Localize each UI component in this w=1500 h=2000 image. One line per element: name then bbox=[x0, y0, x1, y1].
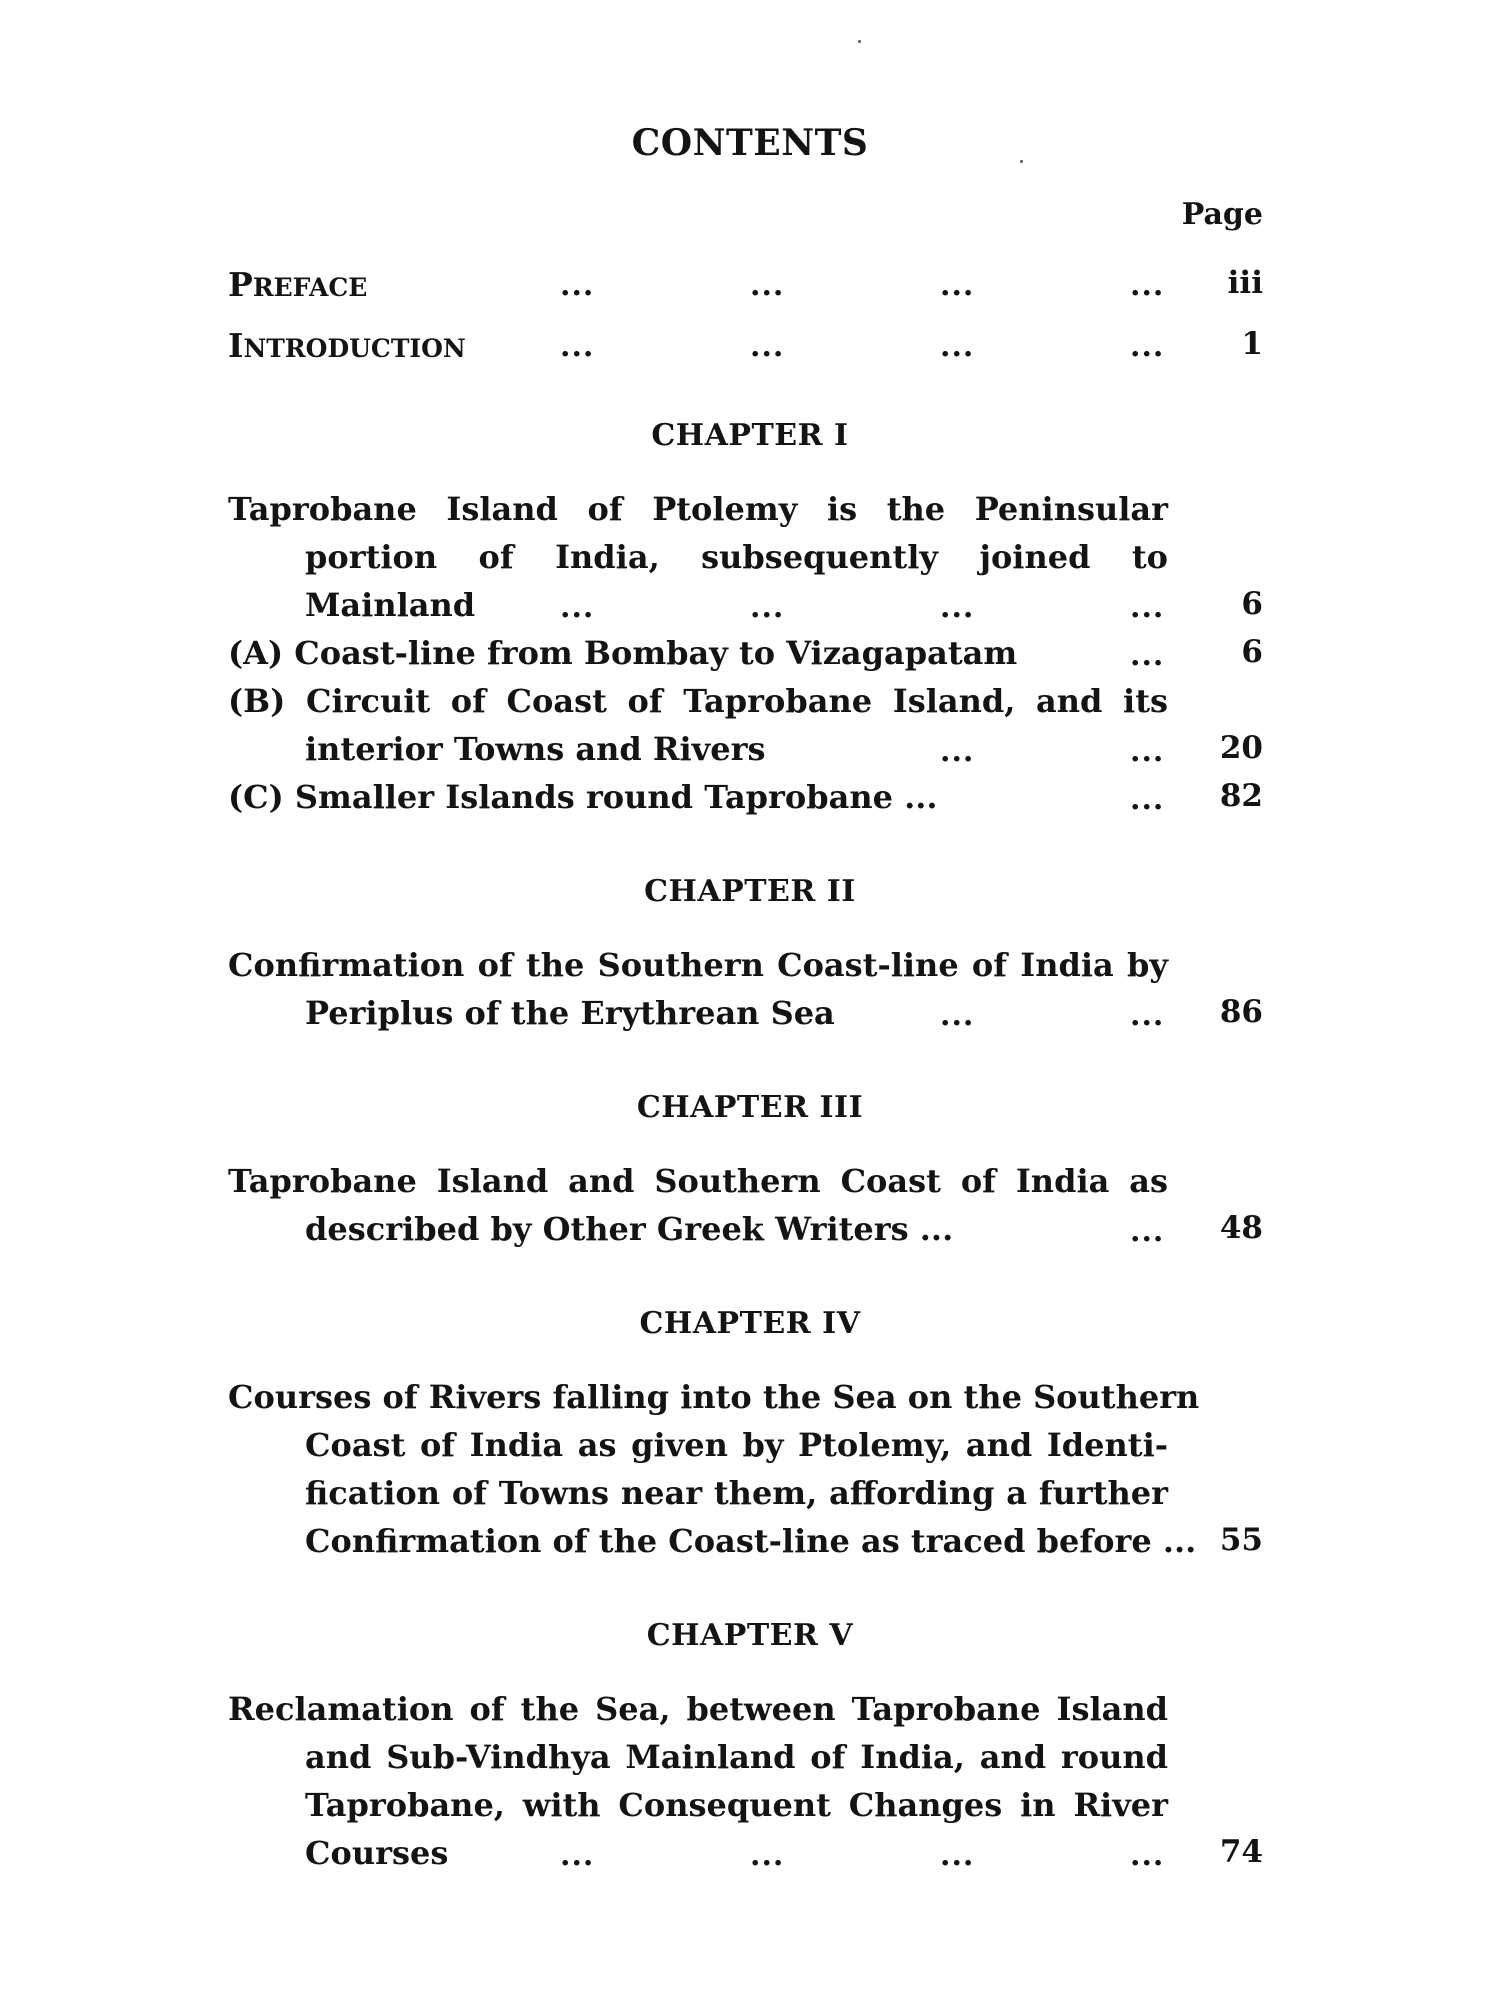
chapter-heading: CHAPTER III bbox=[636, 1090, 864, 1125]
leader-dots: ... bbox=[560, 1838, 595, 1873]
page-number: 48 bbox=[1219, 1210, 1263, 1246]
chapter-heading: CHAPTER I bbox=[651, 418, 849, 453]
toc-entry-line: Taprobane Island of Ptolemy is the Peninsular bbox=[228, 490, 1168, 528]
leader-dots: ... bbox=[560, 329, 595, 364]
leader-dots: ... bbox=[1130, 1838, 1165, 1873]
page-number: 86 bbox=[1219, 994, 1263, 1030]
toc-entry-line: Taprobane, with Consequent Changes in River bbox=[305, 1786, 1168, 1824]
chapter-heading: CHAPTER IV bbox=[639, 1306, 861, 1341]
toc-entry-line: (B) Circuit of Coast of Taprobane Island, and its bbox=[228, 682, 1168, 720]
leader-dots: ... bbox=[750, 268, 785, 303]
leader-dots: ... bbox=[940, 329, 975, 364]
page-number: 20 bbox=[1219, 730, 1263, 766]
leader-dots: ... bbox=[940, 590, 975, 625]
leader-dots: ... bbox=[940, 1838, 975, 1873]
leader-dots: ... bbox=[1130, 734, 1165, 769]
toc-entry-preface: PREFACE bbox=[228, 265, 368, 304]
toc-entry-line: described by Other Greek Writers ... bbox=[305, 1210, 954, 1248]
page-number: 6 bbox=[1241, 634, 1263, 670]
leader-dots: ... bbox=[1130, 1214, 1165, 1249]
leader-dots: ... bbox=[940, 268, 975, 303]
scan-speck bbox=[858, 40, 861, 43]
leader-dots: ... bbox=[940, 734, 975, 769]
leader-dots: ... bbox=[1130, 638, 1165, 673]
toc-entry-line: portion of India, subsequently joined to bbox=[305, 538, 1168, 576]
leader-dots: ... bbox=[1130, 329, 1165, 364]
leader-dots: ... bbox=[750, 1838, 785, 1873]
toc-entry-line: fication of Towns near them, affording a further bbox=[305, 1474, 1168, 1512]
leader-dots: ... bbox=[940, 998, 975, 1033]
toc-entry-line: (C) Smaller Islands round Taprobane ... bbox=[228, 778, 938, 816]
leader-dots: ... bbox=[1130, 998, 1165, 1033]
toc-entry-line: Confirmation of the Coast-line as traced before ... bbox=[305, 1522, 1197, 1560]
page-number: 82 bbox=[1219, 778, 1263, 814]
page-number: 55 bbox=[1219, 1522, 1263, 1558]
page-number: 74 bbox=[1219, 1834, 1263, 1870]
page-number: 1 bbox=[1241, 326, 1263, 362]
toc-entry-line: Courses of Rivers falling into the Sea on the Southern bbox=[228, 1378, 1200, 1416]
chapter-heading: CHAPTER II bbox=[644, 874, 856, 909]
toc-entry-line: Courses bbox=[305, 1834, 449, 1872]
toc-entry-introduction: INTRODUCTION bbox=[228, 326, 466, 365]
toc-entry-line: Coast of India as given by Ptolemy, and Identi- bbox=[305, 1426, 1168, 1464]
toc-entry-line: Confirmation of the Southern Coast-line of India by bbox=[228, 946, 1168, 984]
toc-entry-line: and Sub-Vindhya Mainland of India, and round bbox=[305, 1738, 1168, 1776]
toc-entry-line: Taprobane Island and Southern Coast of India as bbox=[228, 1162, 1168, 1200]
page-number: iii bbox=[1227, 265, 1263, 301]
toc-entry-line: (A) Coast-line from Bombay to Vizagapatam bbox=[228, 634, 1018, 672]
toc-entry-line: interior Towns and Rivers bbox=[305, 730, 766, 768]
leader-dots: ... bbox=[1130, 782, 1165, 817]
page-number: 6 bbox=[1241, 586, 1263, 622]
leader-dots: ... bbox=[1130, 590, 1165, 625]
page-column-header: Page bbox=[1181, 197, 1263, 232]
leader-dots: ... bbox=[560, 268, 595, 303]
toc-entry-line: Reclamation of the Sea, between Taprobane Island bbox=[228, 1690, 1168, 1728]
leader-dots: ... bbox=[1130, 268, 1165, 303]
leader-dots: ... bbox=[750, 590, 785, 625]
leader-dots: ... bbox=[560, 590, 595, 625]
page-title: CONTENTS bbox=[631, 122, 869, 164]
leader-dots: ... bbox=[750, 329, 785, 364]
chapter-heading: CHAPTER V bbox=[646, 1618, 854, 1653]
toc-entry-line: Periplus of the Erythrean Sea bbox=[305, 994, 835, 1032]
toc-entry-line: Mainland bbox=[305, 586, 476, 624]
